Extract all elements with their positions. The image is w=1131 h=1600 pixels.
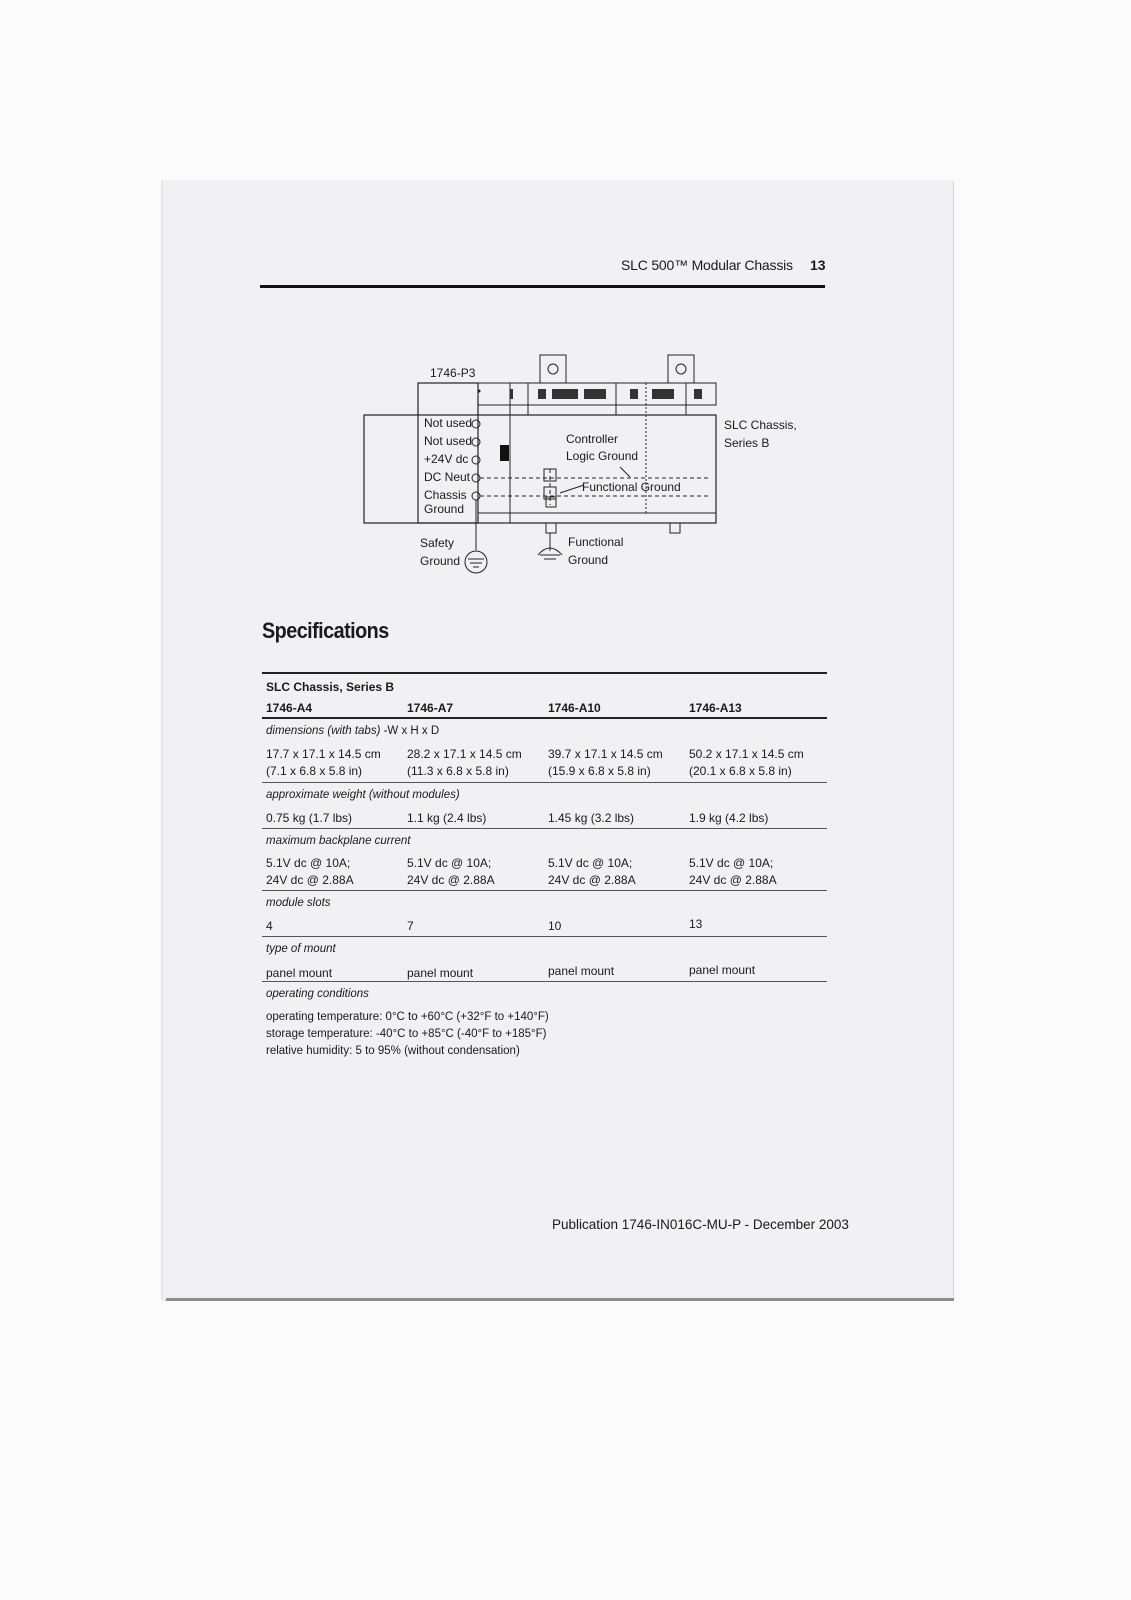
table-cell: 13 xyxy=(689,917,703,931)
row-divider xyxy=(262,782,827,783)
column-header: 1746-A7 xyxy=(407,701,454,715)
safety-ground-label: Ground xyxy=(420,554,461,568)
table-cell: 1.9 kg (4.2 lbs) xyxy=(689,811,769,825)
table-cell: 0.75 kg (1.7 lbs) xyxy=(266,811,353,825)
table-cell: panel mount xyxy=(689,963,756,977)
table-cell: 1.45 kg (3.2 lbs) xyxy=(548,811,635,825)
table-caption: SLC Chassis, Series B xyxy=(266,680,395,694)
column-header: 1746-A13 xyxy=(689,701,742,715)
table-cell: 39.7 x 17.1 x 14.5 cm (15.9 x 6.8 x 5.8 in) xyxy=(548,747,663,778)
terminal-label: Not used xyxy=(424,434,473,448)
table-cell: 17.7 x 17.1 x 14.5 cm (7.1 x 6.8 x 5.8 in) xyxy=(266,747,381,778)
spec-row-label: dimensions (with tabs) -W x H x D xyxy=(266,725,440,737)
row-divider xyxy=(262,936,827,937)
page-number: 13 xyxy=(810,257,826,273)
table-top-rule xyxy=(262,672,827,674)
table-cell: panel mount xyxy=(548,964,615,978)
connector-block xyxy=(500,445,509,461)
table-cell: 1.1 kg (2.4 lbs) xyxy=(407,811,487,825)
terminal-label: Chassis xyxy=(424,488,467,502)
sheet-edge xyxy=(166,1298,954,1301)
table-cell: panel mount xyxy=(407,966,474,980)
running-header-title: SLC 500™ Modular Chassis xyxy=(621,257,793,273)
table-cell: 28.2 x 17.1 x 14.5 cm (11.3 x 6.8 x 5.8 in) xyxy=(407,747,522,778)
slc-chassis-label: SLC Chassis, xyxy=(724,418,797,432)
table-cell: 5.1V dc @ 10A; 24V dc @ 2.88A xyxy=(689,856,777,887)
slc-chassis-label: Series B xyxy=(724,436,770,450)
spec-row-label: approximate weight (without modules) xyxy=(266,789,460,801)
chassis-wiring-diagram xyxy=(360,345,800,585)
section-heading: Specifications xyxy=(262,618,389,643)
controller-logic-ground-label: Controller xyxy=(566,432,619,446)
functional-ground-inline-label: Functional Ground xyxy=(582,480,681,494)
spec-row-label: operating conditions xyxy=(266,988,369,1000)
safety-ground-label: Safety xyxy=(420,536,455,550)
column-header: 1746-A10 xyxy=(548,701,601,715)
table-cell: 5.1V dc @ 10A; 24V dc @ 2.88A xyxy=(548,856,636,887)
table-cell: 5.1V dc @ 10A; 24V dc @ 2.88A xyxy=(266,856,354,887)
controller-logic-ground-label: Logic Ground xyxy=(566,449,639,463)
terminal-label: Not used xyxy=(424,416,473,430)
spec-row-label: module slots xyxy=(266,897,331,909)
chassis-outline xyxy=(364,415,716,523)
row-divider xyxy=(262,828,827,829)
terminal-label: Ground xyxy=(424,502,465,516)
safety-ground-symbol xyxy=(465,551,487,573)
table-cell: 10 xyxy=(548,919,562,933)
table-cell: 50.2 x 17.1 x 14.5 cm (20.1 x 6.8 x 5.8 in) xyxy=(689,747,804,778)
spec-row-label: maximum backplane current xyxy=(266,835,411,847)
terminal-label: +24V dc xyxy=(424,452,469,466)
power-supply-label: 1746-P3 xyxy=(430,366,476,380)
operating-conditions-text: operating temperature: 0°C to +60°C (+32°F to +140°F) storage temperature: -40°C to +85°C (-40°F to +185°F) relative humidity: 5 to 95% (without condensation) xyxy=(266,1011,549,1057)
functional-ground-label: Functional xyxy=(568,535,624,549)
slot-connectors xyxy=(510,389,702,399)
terminal-label: DC Neut xyxy=(424,470,471,484)
terminal-screws xyxy=(472,420,480,500)
functional-ground-label: Ground xyxy=(568,553,609,567)
table-cell: 7 xyxy=(407,919,414,933)
row-divider xyxy=(262,981,827,982)
column-header: 1746-A4 xyxy=(266,701,313,715)
table-cell: 5.1V dc @ 10A; 24V dc @ 2.88A xyxy=(407,856,495,887)
table-header-rule xyxy=(262,717,827,719)
table-cell: panel mount xyxy=(266,966,333,980)
header-rule xyxy=(260,285,825,288)
table-cell: 4 xyxy=(266,919,273,933)
row-divider xyxy=(262,890,827,891)
spec-row-label: type of mount xyxy=(266,943,336,955)
publication-footer: Publication 1746-IN016C-MU-P - December 2003 xyxy=(552,1217,849,1232)
